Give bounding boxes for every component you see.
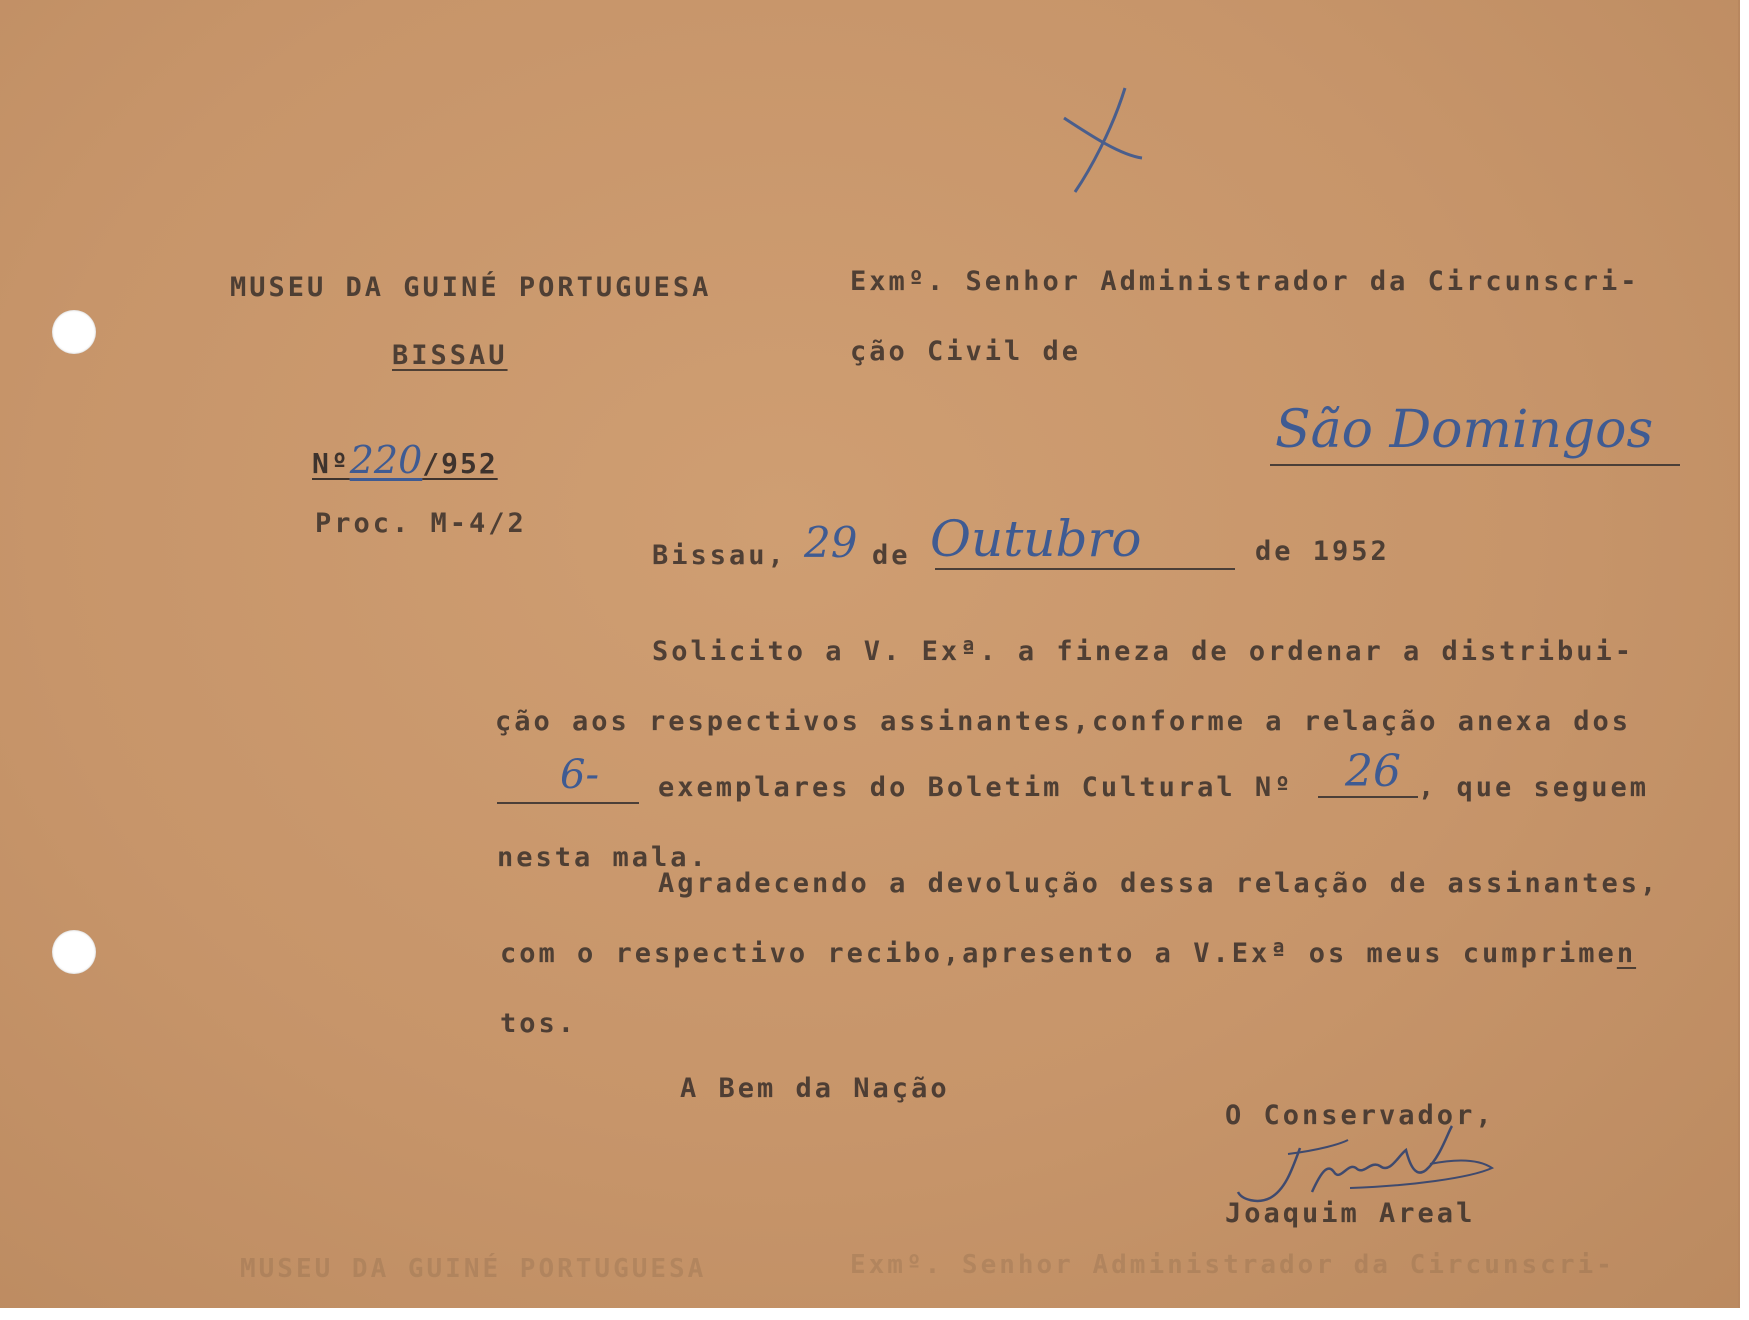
process-reference: Proc. M-4/2 [315, 508, 527, 539]
reference-number-handwritten: 220 [349, 438, 423, 482]
bulletin-number-handwritten: 26 [1345, 746, 1401, 797]
body-paragraph-2-line-2 [500, 938, 1636, 969]
handwritten-cross-mark [1050, 80, 1150, 200]
body-line-2: ção aos respectivos assinantes,conforme a relação anexa dos [495, 706, 1632, 737]
reference-number-suffix: /952 [422, 447, 498, 480]
body-paragraph-2-line-3: tos. [500, 1008, 578, 1039]
addressee-line-2: ção Civil de [850, 336, 1082, 367]
date-de: de [872, 540, 911, 571]
copies-count-handwritten: 6- [560, 752, 599, 798]
body-paragraph-2-line-1: Agradecendo a devolução dessa relação de assinantes, [658, 868, 1660, 899]
date-year: de 1952 [1255, 536, 1390, 567]
bulletin-number-underline [1318, 796, 1418, 798]
institution-city: BISSAU [392, 340, 508, 371]
closing-salutation: A Bem da Nação [680, 1073, 950, 1104]
date-month-handwritten: Outubro [930, 510, 1142, 568]
date-prefix: Bissau, [652, 540, 787, 571]
body-paragraph-2-line-2-text: com o respectivo recibo,apresento a V.Exª os meus cumprime [500, 938, 1617, 969]
body-line-3-end: , que seguem [1418, 772, 1650, 803]
body-line-1: Solicito a V. Exª. a fineza de ordenar a distribui- [652, 636, 1635, 667]
show-through-addressee: Exmº. Senhor Administrador da Circunscri- [850, 1250, 1615, 1280]
show-through-institution: MUSEU DA GUINÉ PORTUGUESA [240, 1254, 707, 1284]
institution-name: MUSEU DA GUINÉ PORTUGUESA [230, 272, 712, 303]
punch-hole-bottom [52, 930, 96, 974]
body-paragraph-2-line-2-underlined-letter: n [1616, 938, 1637, 969]
punch-hole-top [52, 310, 96, 354]
reference-number-prefix: Nº [312, 447, 350, 480]
body-line-4: nesta mala. [497, 842, 709, 873]
body-line-3-text: exemplares do Boletim Cultural Nº [658, 772, 1294, 803]
addressee-line-1: Exmº. Senhor Administrador da Circunscri- [850, 266, 1640, 297]
addressee-place-handwritten: São Domingos [1275, 400, 1654, 460]
signatory-title: O Conservador, [1225, 1100, 1495, 1131]
date-month-underline [935, 568, 1235, 570]
handwritten-signature [1230, 1120, 1510, 1210]
addressee-place-underline [1270, 464, 1680, 466]
reference-number [312, 438, 498, 482]
date-day-handwritten: 29 [804, 518, 858, 567]
copies-count-underline [497, 802, 639, 804]
signatory-name: Joaquim Areal [1225, 1198, 1476, 1229]
